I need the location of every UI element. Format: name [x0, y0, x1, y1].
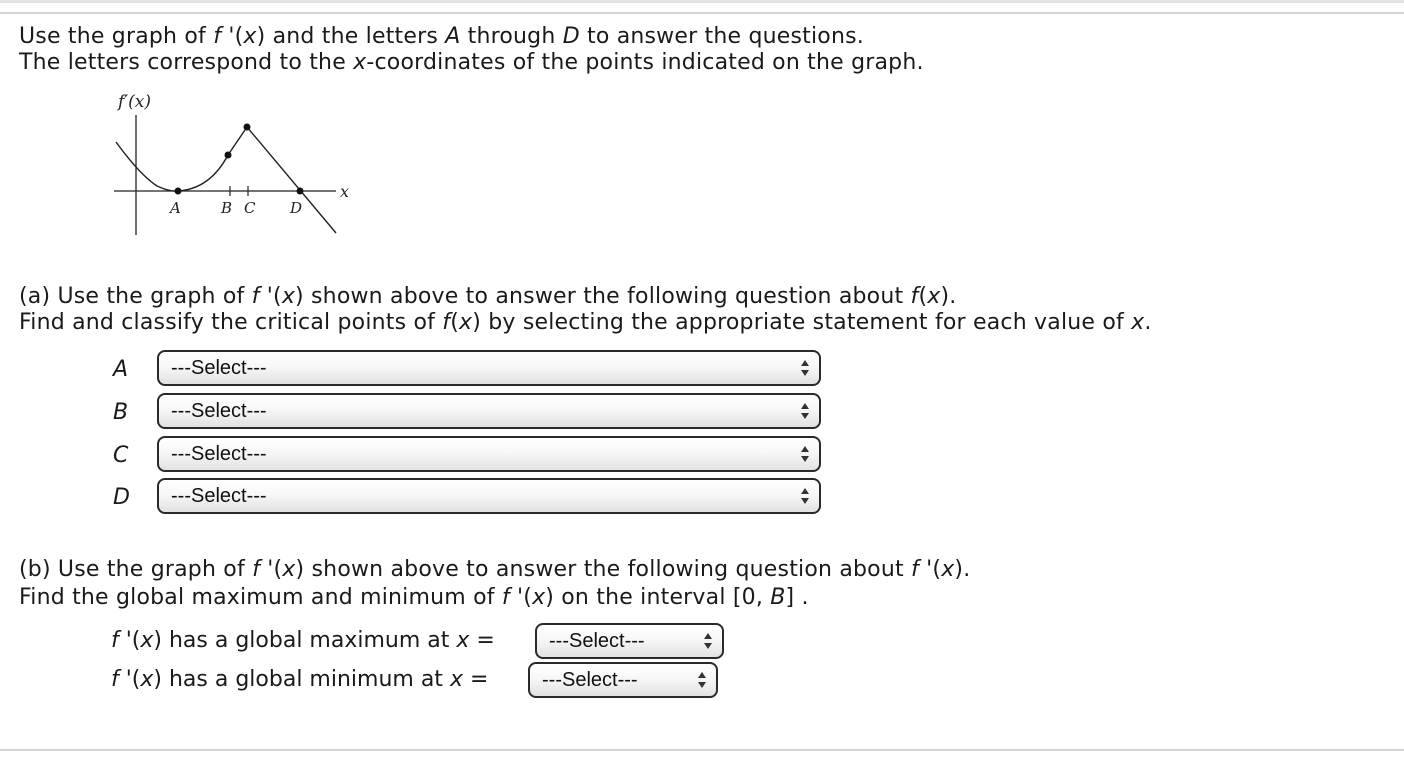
- point-a: [175, 188, 182, 195]
- part-a-x: x: [281, 284, 296, 309]
- part-b-x: x: [282, 557, 296, 582]
- global-min-label: [111, 667, 488, 693]
- top-divider: [0, 12, 1404, 14]
- select-b[interactable]: [157, 393, 821, 429]
- point-c: [244, 124, 251, 131]
- global-min-select[interactable]: [528, 662, 718, 698]
- part-b-x: x: [941, 557, 955, 582]
- select-c[interactable]: [157, 436, 821, 472]
- part-b-text: '(: [918, 557, 942, 582]
- max-text: ) has a global maximum at: [153, 628, 457, 653]
- part-a-x: x: [459, 310, 473, 335]
- graph-x-label: x: [340, 182, 350, 201]
- part-b-line-1: [19, 557, 970, 583]
- point-d: [297, 188, 304, 195]
- part-b-text: '(: [260, 557, 283, 582]
- graph-label-d: D: [290, 199, 303, 217]
- row-label-c: C: [113, 443, 129, 468]
- min-text: '(: [118, 667, 141, 692]
- graph-label-c: C: [244, 199, 256, 217]
- intro-text: -coordinates of the points indicated on the graph.: [366, 50, 924, 75]
- part-a-line-2: [19, 310, 1152, 336]
- intro-text: Use the graph of: [19, 24, 214, 49]
- intro-text: '(: [221, 24, 244, 49]
- select-d-value: ---Select---: [171, 484, 267, 507]
- derivative-graph: [100, 85, 370, 245]
- part-b-text: Find the global maximum and minimum of: [19, 585, 502, 610]
- intro-text: to answer the questions.: [579, 24, 864, 49]
- part-a-text: Find and classify the critical points of: [19, 310, 443, 335]
- select-d[interactable]: [157, 478, 821, 514]
- intro-letter-a: A: [445, 24, 461, 49]
- select-a[interactable]: [157, 350, 821, 386]
- intro-x: x: [243, 24, 257, 49]
- intro-x: x: [353, 50, 367, 75]
- intro-line-1: [19, 24, 864, 50]
- top-border: [0, 0, 1404, 3]
- intro-text: The letters correspond to the: [19, 50, 354, 75]
- max-f: f: [111, 628, 119, 653]
- part-b-text: ) shown above to answer the following question about: [295, 557, 911, 582]
- max-x: x: [140, 628, 154, 653]
- select-b-value: ---Select---: [171, 399, 267, 422]
- graph-y-label: f′(x): [118, 92, 152, 112]
- max-text: =: [469, 628, 495, 653]
- point-b: [225, 152, 232, 159]
- part-a-f: f: [442, 310, 451, 335]
- global-max-value: ---Select---: [549, 629, 645, 652]
- select-arrows-icon: [697, 671, 707, 689]
- part-b-x: x: [532, 585, 546, 610]
- min-x: x: [449, 667, 463, 692]
- row-label-a: A: [113, 357, 129, 382]
- graph-curve: [116, 127, 336, 233]
- global-max-select[interactable]: [535, 623, 724, 659]
- part-b-text: ).: [954, 557, 971, 582]
- part-a-text: ).: [940, 284, 957, 309]
- min-text: =: [462, 667, 489, 692]
- bottom-divider: [0, 749, 1404, 751]
- part-b-b: B: [770, 585, 786, 610]
- part-a-text: ) shown above to answer the following question about: [295, 284, 911, 309]
- intro-text: ) and the letters: [256, 24, 446, 49]
- min-f: f: [111, 667, 119, 692]
- select-a-value: ---Select---: [171, 356, 267, 379]
- select-arrows-icon: [800, 445, 810, 463]
- intro-line-2: [19, 50, 924, 76]
- part-a-text: ) by selecting the appropriate statement for each value of: [472, 310, 1132, 335]
- max-x: x: [456, 628, 470, 653]
- select-arrows-icon: [703, 632, 713, 650]
- select-arrows-icon: [800, 359, 810, 377]
- intro-letter-d: D: [562, 24, 580, 49]
- graph-label-b: B: [221, 199, 233, 217]
- part-a-text: (: [450, 310, 460, 335]
- max-text: '(: [118, 628, 141, 653]
- global-min-value: ---Select---: [542, 668, 638, 691]
- global-max-label: [111, 628, 495, 654]
- intro-text: through: [460, 24, 563, 49]
- part-a-text: '(: [259, 284, 282, 309]
- part-b-f: f: [911, 557, 919, 582]
- intro-f: f: [213, 24, 222, 49]
- part-a-f: f: [251, 284, 260, 309]
- part-b-f: f: [501, 585, 510, 610]
- part-b-line-2: [19, 585, 809, 611]
- part-b-text: ] .: [785, 585, 809, 610]
- part-b-text: (b) Use the graph of: [19, 557, 253, 582]
- row-label-b: B: [113, 400, 129, 425]
- select-arrows-icon: [800, 402, 810, 420]
- part-b-text: '(: [509, 585, 533, 610]
- part-b-f: f: [252, 557, 261, 582]
- part-a-text: (: [918, 284, 928, 309]
- part-a-line-1: [19, 284, 956, 310]
- part-a-text: (a) Use the graph of: [19, 284, 252, 309]
- min-text: ) has a global minimum at: [153, 667, 450, 692]
- part-a-text: .: [1144, 310, 1152, 335]
- part-a-x: x: [1131, 310, 1145, 335]
- part-a-x: x: [927, 284, 941, 309]
- graph-label-a: A: [170, 199, 181, 217]
- part-b-text: ) on the interval [0,: [545, 585, 771, 610]
- select-c-value: ---Select---: [171, 442, 267, 465]
- min-x: x: [140, 667, 154, 692]
- part-a-f: f: [910, 284, 919, 309]
- row-label-d: D: [113, 485, 130, 510]
- select-arrows-icon: [800, 487, 810, 505]
